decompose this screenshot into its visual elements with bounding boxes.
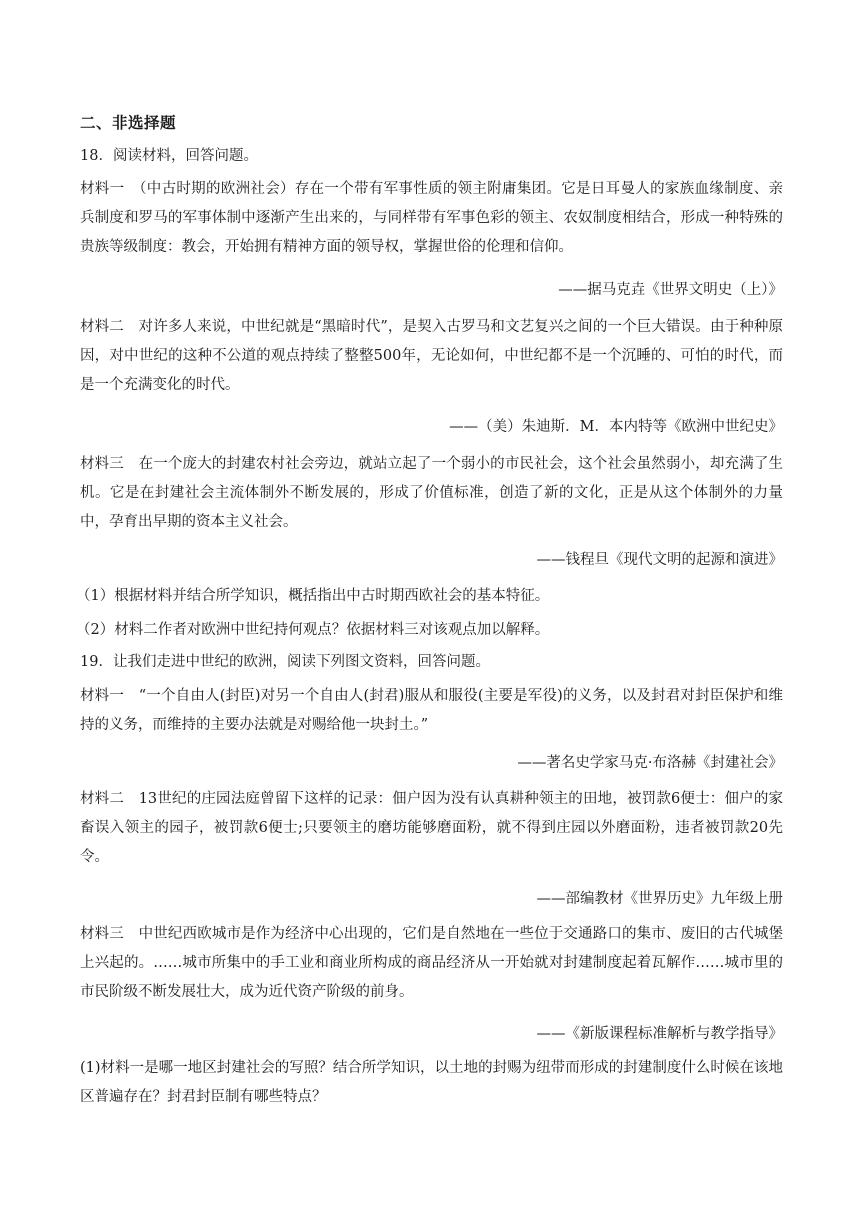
q18-material-1-source: ——据马克垚《世界文明史（上）》 <box>558 282 783 298</box>
q19-subquestion-1: (1)材料一是哪一地区封建社会的写照？结合所学知识，以土地的封赐为纽带而形成的封建制度什么时候在该地区普遍存在？封君封臣制有哪些特点？ <box>80 1060 783 1105</box>
question-18-stem: 18．阅读材料，回答问题。 <box>80 148 258 164</box>
q19-material-2: 材料二 13世纪的庄园法庭曾留下这样的记录：佃户因为没有认真耕种领主的田地，被罚款6便士：佃户的家畜误入领主的园子，被罚款6便士;只要领主的磨坊能够磨面粉，就不得到庄园以外磨面粉，违者被罚款20先令。 <box>80 791 783 865</box>
q18-material-3-source: ——钱程旦《现代文明的起源和演进》 <box>536 552 783 568</box>
q19-material-1-source: ——著名史学家马克·布洛赫《封建社会》 <box>517 755 783 771</box>
q18-material-1: 材料一 （中古时期的欧洲社会）存在一个带有军事性质的领主附庸集团。它是日耳曼人的家族血缘制度、亲兵制度和罗马的军事体制中逐渐产生出来的，与同样带有军事色彩的领主、农奴制度相结合，形成一种特殊的贵族等级制度：教会，开始拥有精神方面的领导权，掌握世俗的伦理和信仰。 <box>80 181 783 255</box>
q18-subquestion-1: （1）根据材料并结合所学知识，概括指出中古时期西欧社会的基本特征。 <box>76 588 550 604</box>
q18-material-2: 材料二 对许多人来说，中世纪就是“黑暗时代”，是契入古罗马和文艺复兴之间的一个巨大错误。由于种种原因，对中世纪的这种不公道的观点持续了整整500年，无论如何，中世纪都不是一个沉睡的、可怕的时代，而是一个充满变化的时代。 <box>80 319 783 393</box>
question-19-stem: 19．让我们走进中世纪的欧洲，阅读下列图文资料，回答问题。 <box>80 654 490 670</box>
q19-material-1: 材料一 “一个自由人(封臣)对另一个自由人(封君)服从和服役(主要是军役)的义务，以及封君对封臣保护和维持的义务，而维持的主要办法就是对赐给他一块封土。” <box>80 688 783 733</box>
q18-material-2-source: ——（美）朱迪斯．M．本内特等《欧洲中世纪史》 <box>449 419 783 435</box>
q18-subquestion-2: （2）材料二作者对欧洲中世纪持何观点？依据材料三对该观点加以解释。 <box>76 622 550 638</box>
q19-material-3: 材料三 中世纪西欧城市是作为经济中心出现的，它们是自然地在一些位于交通路口的集市、废旧的古代城堡上兴起的。……城市所集中的手工业和商业所构成的商品经济从一开始就对封建制度起着瓦解作……城市里的市民阶级不断发展壮大，成为近代资产阶级的前身。 <box>80 926 783 1000</box>
q18-material-3: 材料三 在一个庞大的封建农村社会旁边，就站立起了一个弱小的市民社会，这个社会虽然弱小，却充满了生机。它是在封建社会主流体制外不断发展的，形成了价值标准，创造了新的文化，正是从这个体制外的力量中，孕育出早期的资本主义社会。 <box>80 456 783 530</box>
q19-material-2-source: ——部编教材《世界历史》九年级上册 <box>536 891 783 907</box>
section-title: 二、非选择题 <box>80 114 177 132</box>
q19-material-3-source: ——《新版课程标准解析与教学指导》 <box>536 1026 783 1042</box>
